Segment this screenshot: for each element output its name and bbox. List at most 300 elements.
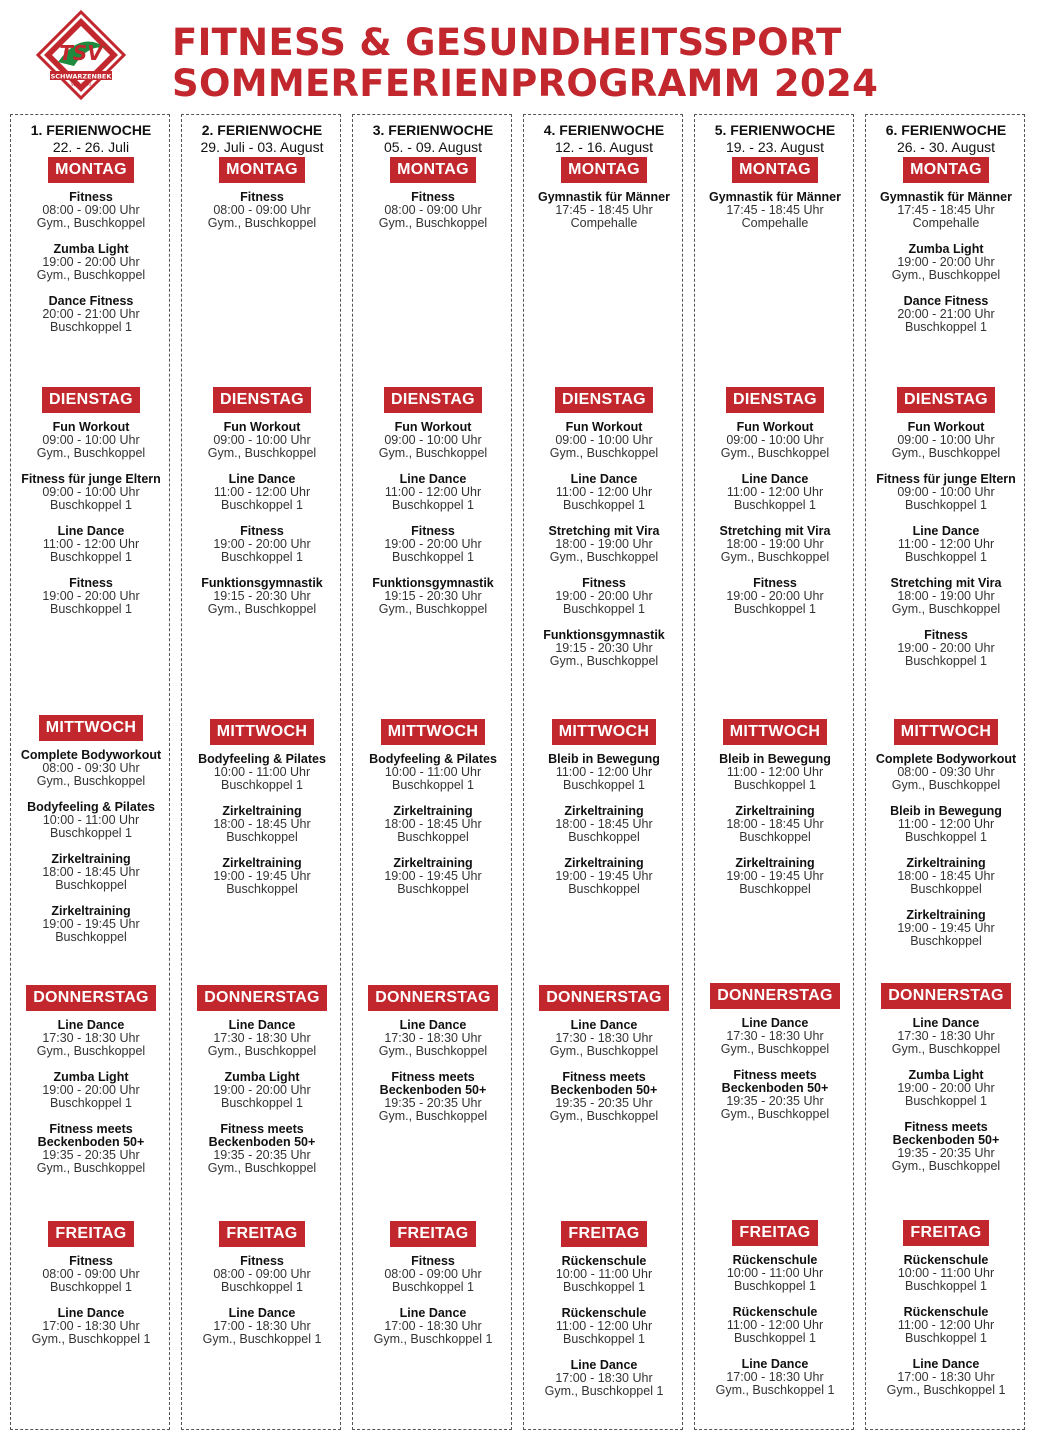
day-section bbox=[182, 719, 342, 909]
event-time: 09:00 - 10:00 Uhr bbox=[555, 433, 653, 447]
event-location: Buschkoppel 1 bbox=[49, 1280, 132, 1294]
week-header bbox=[866, 121, 1026, 155]
day-section bbox=[866, 719, 1026, 961]
event-item bbox=[695, 421, 855, 460]
event-name: Fitness meets Beckenboden 50+ bbox=[37, 1122, 145, 1149]
day-section bbox=[524, 1221, 684, 1411]
event-item bbox=[11, 243, 171, 282]
day-section bbox=[353, 387, 513, 629]
event-time: 18:00 - 18:45 Uhr bbox=[213, 817, 311, 831]
event-item bbox=[182, 421, 342, 460]
event-item bbox=[695, 577, 855, 616]
event-item bbox=[695, 1254, 855, 1293]
event-time: 18:00 - 19:00 Uhr bbox=[555, 537, 653, 551]
event-time: 11:00 - 12:00 Uhr bbox=[897, 817, 995, 831]
event-location: Buschkoppel 1 bbox=[562, 602, 645, 616]
event-location: Gym., Buschkoppel bbox=[207, 446, 317, 460]
event-time: 10:00 - 11:00 Uhr bbox=[555, 1267, 653, 1281]
event-time: 11:00 - 12:00 Uhr bbox=[213, 485, 311, 499]
event-name: Bodyfeeling & Pilates bbox=[27, 800, 155, 814]
event-item bbox=[353, 1071, 513, 1123]
event-item bbox=[524, 191, 684, 230]
event-name: Stretching mit Vira bbox=[548, 524, 660, 538]
event-item bbox=[695, 753, 855, 792]
event-time: 19:15 - 20:30 Uhr bbox=[555, 641, 653, 655]
event-location: Gym., Buschkoppel bbox=[549, 1044, 659, 1058]
event-item bbox=[695, 857, 855, 896]
event-list bbox=[182, 1255, 342, 1346]
day-section bbox=[695, 157, 855, 243]
event-name: Fitness bbox=[753, 576, 797, 590]
event-name: Fitness bbox=[411, 1254, 455, 1268]
event-location: Buschkoppel 1 bbox=[391, 550, 474, 564]
event-time: 17:30 - 18:30 Uhr bbox=[42, 1031, 140, 1045]
event-time: 08:00 - 09:00 Uhr bbox=[384, 203, 482, 217]
event-time: 17:30 - 18:30 Uhr bbox=[897, 1029, 995, 1043]
event-time: 19:00 - 20:00 Uhr bbox=[897, 1081, 995, 1095]
event-list bbox=[11, 421, 171, 616]
event-location: Gym., Buschkoppel bbox=[36, 446, 146, 460]
event-name: Complete Bodyworkout bbox=[20, 748, 162, 762]
event-list bbox=[524, 1019, 684, 1123]
week-title: 5. FERIENWOCHE bbox=[714, 122, 836, 138]
event-time: 17:00 - 18:30 Uhr bbox=[555, 1371, 653, 1385]
event-location: Buschkoppel 1 bbox=[733, 1279, 816, 1293]
event-location: Gym., Buschkoppel bbox=[207, 602, 317, 616]
event-name: Fun Workout bbox=[565, 420, 643, 434]
day-section bbox=[866, 157, 1026, 347]
event-location: Gym., Buschkoppel bbox=[891, 602, 1001, 616]
event-time: 11:00 - 12:00 Uhr bbox=[726, 765, 824, 779]
event-name: Zumba Light bbox=[908, 242, 984, 256]
event-item bbox=[11, 473, 171, 512]
day-section bbox=[353, 719, 513, 909]
event-item bbox=[866, 1069, 1026, 1108]
event-item bbox=[866, 525, 1026, 564]
week-header bbox=[182, 121, 342, 155]
event-time: 09:00 - 10:00 Uhr bbox=[726, 433, 824, 447]
event-item bbox=[353, 421, 513, 460]
day-section bbox=[695, 719, 855, 909]
week-column bbox=[694, 114, 854, 1430]
event-name: Line Dance bbox=[228, 472, 296, 486]
event-location: Compehalle bbox=[912, 216, 980, 230]
event-item bbox=[353, 857, 513, 896]
event-item bbox=[11, 1123, 171, 1175]
event-item bbox=[11, 1255, 171, 1294]
event-name: Fitness bbox=[240, 524, 284, 538]
event-list bbox=[866, 1254, 1026, 1397]
event-location: Buschkoppel bbox=[226, 830, 298, 844]
event-name: Line Dance bbox=[570, 472, 638, 486]
week-header bbox=[353, 121, 513, 155]
event-time: 19:00 - 19:45 Uhr bbox=[897, 921, 995, 935]
event-name: Line Dance bbox=[570, 1358, 638, 1372]
day-section bbox=[524, 157, 684, 243]
day-section bbox=[695, 983, 855, 1134]
event-time: 11:00 - 12:00 Uhr bbox=[726, 1318, 824, 1332]
event-location: Buschkoppel bbox=[739, 830, 811, 844]
event-name: Bodyfeeling & Pilates bbox=[198, 752, 326, 766]
event-time: 08:00 - 09:30 Uhr bbox=[42, 761, 140, 775]
event-item bbox=[11, 749, 171, 788]
day-badge: DONNERSTAG bbox=[881, 983, 1011, 1009]
event-name: Line Dance bbox=[228, 1306, 296, 1320]
event-location: Buschkoppel 1 bbox=[220, 1280, 303, 1294]
event-name: Line Dance bbox=[570, 1018, 638, 1032]
event-name: Fitness meets Beckenboden 50+ bbox=[208, 1122, 316, 1149]
event-item bbox=[866, 191, 1026, 230]
event-name: Fun Workout bbox=[907, 420, 985, 434]
event-location: Buschkoppel 1 bbox=[562, 778, 645, 792]
week-dates: 05. - 09. August bbox=[383, 139, 483, 155]
event-location: Gym., Buschkoppel 1 bbox=[886, 1383, 1006, 1397]
event-item bbox=[353, 1255, 513, 1294]
event-location: Buschkoppel 1 bbox=[49, 320, 132, 334]
event-list bbox=[695, 191, 855, 230]
event-name: Line Dance bbox=[741, 1357, 809, 1371]
week-title: 1. FERIENWOCHE bbox=[30, 122, 152, 138]
event-item bbox=[353, 191, 513, 230]
event-location: Buschkoppel bbox=[568, 882, 640, 896]
event-name: Zirkeltraining bbox=[735, 804, 815, 818]
event-time: 10:00 - 11:00 Uhr bbox=[42, 813, 140, 827]
week-title: 3. FERIENWOCHE bbox=[372, 122, 494, 138]
event-name: Line Dance bbox=[741, 1016, 809, 1030]
event-list bbox=[524, 421, 684, 668]
day-badge: MONTAG bbox=[903, 157, 989, 183]
event-name: Zirkeltraining bbox=[906, 856, 986, 870]
event-time: 19:00 - 20:00 Uhr bbox=[384, 537, 482, 551]
day-section bbox=[11, 1221, 171, 1359]
event-time: 19:00 - 20:00 Uhr bbox=[555, 589, 653, 603]
event-name: Stretching mit Vira bbox=[719, 524, 831, 538]
event-name: Zirkeltraining bbox=[564, 804, 644, 818]
event-item bbox=[866, 1254, 1026, 1293]
event-location: Buschkoppel 1 bbox=[49, 550, 132, 564]
day-section bbox=[866, 1220, 1026, 1410]
event-location: Buschkoppel 1 bbox=[220, 778, 303, 792]
event-item bbox=[353, 1019, 513, 1058]
event-location: Buschkoppel 1 bbox=[904, 1279, 987, 1293]
event-time: 09:00 - 10:00 Uhr bbox=[897, 485, 995, 499]
event-location: Buschkoppel bbox=[568, 830, 640, 844]
event-item bbox=[524, 805, 684, 844]
event-item bbox=[182, 473, 342, 512]
week-header bbox=[695, 121, 855, 155]
event-item bbox=[524, 473, 684, 512]
event-name: Complete Bodyworkout bbox=[875, 752, 1017, 766]
event-item bbox=[353, 1307, 513, 1346]
event-time: 19:00 - 20:00 Uhr bbox=[42, 255, 140, 269]
event-location: Gym., Buschkoppel 1 bbox=[544, 1384, 664, 1398]
week-title: 4. FERIENWOCHE bbox=[543, 122, 665, 138]
event-item bbox=[695, 525, 855, 564]
event-item bbox=[11, 1019, 171, 1058]
event-name: Zirkeltraining bbox=[906, 908, 986, 922]
event-location: Gym., Buschkoppel bbox=[378, 1044, 488, 1058]
event-location: Gym., Buschkoppel bbox=[891, 1042, 1001, 1056]
event-item bbox=[353, 525, 513, 564]
event-name: Line Dance bbox=[57, 1018, 125, 1032]
event-item bbox=[524, 421, 684, 460]
event-list bbox=[353, 191, 513, 230]
event-name: Fitness bbox=[582, 576, 626, 590]
week-column bbox=[523, 114, 683, 1430]
event-item bbox=[182, 191, 342, 230]
event-item bbox=[182, 753, 342, 792]
event-item bbox=[695, 805, 855, 844]
event-list bbox=[353, 1019, 513, 1123]
event-list bbox=[353, 753, 513, 896]
event-item bbox=[11, 525, 171, 564]
event-location: Buschkoppel 1 bbox=[733, 1331, 816, 1345]
event-location: Buschkoppel 1 bbox=[220, 1096, 303, 1110]
logo-club-name: SCHWARZENBEK bbox=[50, 72, 112, 81]
day-badge: DIENSTAG bbox=[384, 387, 482, 413]
day-section bbox=[524, 387, 684, 681]
day-badge: FREITAG bbox=[732, 1220, 817, 1246]
event-list bbox=[11, 1255, 171, 1346]
event-name: Bleib in Bewegung bbox=[548, 752, 660, 766]
event-location: Gym., Buschkoppel bbox=[720, 550, 830, 564]
event-time: 19:00 - 19:45 Uhr bbox=[42, 917, 140, 931]
event-time: 19:15 - 20:30 Uhr bbox=[213, 589, 311, 603]
event-name: Gymnastik für Männer bbox=[880, 190, 1012, 204]
week-column bbox=[352, 114, 512, 1430]
event-item bbox=[182, 1255, 342, 1294]
event-list bbox=[182, 753, 342, 896]
event-time: 18:00 - 18:45 Uhr bbox=[897, 869, 995, 883]
event-time: 08:00 - 09:00 Uhr bbox=[213, 1267, 311, 1281]
event-item bbox=[11, 905, 171, 944]
event-location: Buschkoppel 1 bbox=[904, 320, 987, 334]
event-time: 08:00 - 09:00 Uhr bbox=[213, 203, 311, 217]
event-location: Gym., Buschkoppel bbox=[549, 654, 659, 668]
event-name: Fun Workout bbox=[394, 420, 472, 434]
week-title: 6. FERIENWOCHE bbox=[885, 122, 1007, 138]
event-time: 09:00 - 10:00 Uhr bbox=[213, 433, 311, 447]
event-time: 10:00 - 11:00 Uhr bbox=[213, 765, 311, 779]
event-item bbox=[11, 801, 171, 840]
event-time: 18:00 - 18:45 Uhr bbox=[42, 865, 140, 879]
event-time: 19:35 - 20:35 Uhr bbox=[384, 1096, 482, 1110]
event-name: Fitness bbox=[924, 628, 968, 642]
event-time: 19:00 - 20:00 Uhr bbox=[897, 255, 995, 269]
event-name: Zirkeltraining bbox=[735, 856, 815, 870]
event-item bbox=[182, 577, 342, 616]
event-list bbox=[11, 749, 171, 944]
event-name: Dance Fitness bbox=[903, 294, 989, 308]
event-item bbox=[866, 1017, 1026, 1056]
event-time: 18:00 - 19:00 Uhr bbox=[897, 589, 995, 603]
event-item bbox=[866, 473, 1026, 512]
event-name: Zumba Light bbox=[224, 1070, 300, 1084]
event-list bbox=[182, 1019, 342, 1175]
day-badge: DONNERSTAG bbox=[368, 985, 498, 1011]
week-dates: 26. - 30. August bbox=[896, 139, 996, 155]
event-name: Line Dance bbox=[912, 524, 980, 538]
event-list bbox=[866, 753, 1026, 948]
event-item bbox=[182, 1307, 342, 1346]
week-column bbox=[865, 114, 1025, 1430]
event-time: 08:00 - 09:00 Uhr bbox=[42, 203, 140, 217]
week-dates: 29. Juli - 03. August bbox=[200, 139, 324, 155]
week-dates: 19. - 23. August bbox=[725, 139, 825, 155]
event-item bbox=[866, 909, 1026, 948]
event-item bbox=[866, 421, 1026, 460]
event-location: Compehalle bbox=[570, 216, 638, 230]
logo-since: SEIT 1890 bbox=[70, 82, 92, 87]
event-time: 18:00 - 18:45 Uhr bbox=[726, 817, 824, 831]
event-location: Gym., Buschkoppel bbox=[207, 1161, 317, 1175]
event-item bbox=[11, 1071, 171, 1110]
event-time: 20:00 - 21:00 Uhr bbox=[42, 307, 140, 321]
title-line-1: FITNESS & GESUNDHEITSSPORT bbox=[172, 21, 842, 64]
event-name: Fitness bbox=[69, 190, 113, 204]
event-name: Zirkeltraining bbox=[564, 856, 644, 870]
event-name: Line Dance bbox=[228, 1018, 296, 1032]
day-badge: FREITAG bbox=[48, 1221, 133, 1247]
event-location: Gym., Buschkoppel bbox=[36, 216, 146, 230]
event-time: 19:00 - 19:45 Uhr bbox=[213, 869, 311, 883]
event-location: Buschkoppel bbox=[910, 882, 982, 896]
event-item bbox=[524, 525, 684, 564]
event-item bbox=[182, 857, 342, 896]
event-location: Buschkoppel 1 bbox=[49, 498, 132, 512]
page-title bbox=[172, 22, 1032, 104]
day-badge: MITTWOCH bbox=[723, 719, 827, 745]
event-name: Fitness bbox=[411, 190, 455, 204]
event-list bbox=[866, 421, 1026, 668]
event-item bbox=[695, 1358, 855, 1397]
event-location: Gym., Buschkoppel bbox=[720, 1107, 830, 1121]
event-item bbox=[182, 525, 342, 564]
day-badge: DONNERSTAG bbox=[710, 983, 840, 1009]
day-section bbox=[11, 387, 171, 629]
event-item bbox=[866, 295, 1026, 334]
event-location: Gym., Buschkoppel 1 bbox=[715, 1383, 835, 1397]
event-name: Fitness meets Beckenboden 50+ bbox=[379, 1070, 487, 1097]
event-name: Dance Fitness bbox=[48, 294, 134, 308]
event-location: Buschkoppel 1 bbox=[904, 830, 987, 844]
day-section bbox=[11, 985, 171, 1188]
event-time: 08:00 - 09:00 Uhr bbox=[384, 1267, 482, 1281]
week-header bbox=[11, 121, 171, 155]
week-column bbox=[10, 114, 170, 1430]
club-logo bbox=[36, 10, 126, 100]
event-name: Line Dance bbox=[912, 1357, 980, 1371]
event-time: 19:00 - 20:00 Uhr bbox=[213, 1083, 311, 1097]
event-list bbox=[182, 421, 342, 616]
event-name: Line Dance bbox=[912, 1016, 980, 1030]
event-name: Bleib in Bewegung bbox=[890, 804, 1002, 818]
event-item bbox=[695, 1069, 855, 1121]
event-item bbox=[866, 243, 1026, 282]
event-time: 19:00 - 20:00 Uhr bbox=[42, 1083, 140, 1097]
event-location: Gym., Buschkoppel bbox=[720, 446, 830, 460]
event-item bbox=[524, 1307, 684, 1346]
event-location: Buschkoppel 1 bbox=[391, 498, 474, 512]
event-location: Buschkoppel 1 bbox=[49, 826, 132, 840]
day-section bbox=[695, 1220, 855, 1410]
event-location: Gym., Buschkoppel bbox=[549, 446, 659, 460]
event-location: Buschkoppel 1 bbox=[904, 1331, 987, 1345]
event-item bbox=[866, 629, 1026, 668]
event-time: 17:30 - 18:30 Uhr bbox=[213, 1031, 311, 1045]
event-name: Line Dance bbox=[399, 472, 467, 486]
event-name: Zirkeltraining bbox=[51, 852, 131, 866]
event-item bbox=[182, 1071, 342, 1110]
day-section bbox=[866, 983, 1026, 1186]
event-time: 19:35 - 20:35 Uhr bbox=[42, 1148, 140, 1162]
event-item bbox=[11, 421, 171, 460]
event-time: 19:00 - 19:45 Uhr bbox=[555, 869, 653, 883]
event-time: 17:00 - 18:30 Uhr bbox=[213, 1319, 311, 1333]
event-name: Rückenschule bbox=[732, 1305, 818, 1319]
event-list bbox=[524, 753, 684, 896]
event-location: Buschkoppel 1 bbox=[49, 1096, 132, 1110]
day-badge: MITTWOCH bbox=[381, 719, 485, 745]
event-name: Gymnastik für Männer bbox=[709, 190, 841, 204]
event-location: Buschkoppel 1 bbox=[220, 498, 303, 512]
event-location: Buschkoppel bbox=[910, 934, 982, 948]
event-item bbox=[182, 1019, 342, 1058]
event-time: 19:00 - 20:00 Uhr bbox=[897, 641, 995, 655]
event-location: Gym., Buschkoppel bbox=[36, 774, 146, 788]
event-time: 17:30 - 18:30 Uhr bbox=[555, 1031, 653, 1045]
event-name: Zirkeltraining bbox=[51, 904, 131, 918]
event-name: Line Dance bbox=[399, 1018, 467, 1032]
day-badge: MONTAG bbox=[219, 157, 305, 183]
event-name: Fun Workout bbox=[736, 420, 814, 434]
day-badge: DIENSTAG bbox=[42, 387, 140, 413]
event-name: Fitness bbox=[411, 524, 455, 538]
event-time: 10:00 - 11:00 Uhr bbox=[726, 1266, 824, 1280]
week-header bbox=[524, 121, 684, 155]
event-location: Buschkoppel 1 bbox=[562, 1280, 645, 1294]
day-section bbox=[182, 1221, 342, 1359]
day-badge: MITTWOCH bbox=[39, 715, 143, 741]
event-time: 17:45 - 18:45 Uhr bbox=[726, 203, 824, 217]
event-name: Line Dance bbox=[741, 472, 809, 486]
event-name: Fun Workout bbox=[223, 420, 301, 434]
event-list bbox=[524, 191, 684, 230]
event-name: Rückenschule bbox=[903, 1253, 989, 1267]
event-location: Buschkoppel 1 bbox=[733, 778, 816, 792]
event-location: Buschkoppel bbox=[55, 930, 127, 944]
event-name: Fitness meets Beckenboden 50+ bbox=[721, 1068, 829, 1095]
event-time: 19:35 - 20:35 Uhr bbox=[213, 1148, 311, 1162]
event-item bbox=[866, 805, 1026, 844]
event-location: Gym., Buschkoppel bbox=[207, 1044, 317, 1058]
event-time: 17:30 - 18:30 Uhr bbox=[726, 1029, 824, 1043]
event-list bbox=[11, 191, 171, 334]
event-item bbox=[353, 753, 513, 792]
event-item bbox=[11, 853, 171, 892]
day-badge: DIENSTAG bbox=[897, 387, 995, 413]
event-list bbox=[866, 1017, 1026, 1173]
event-location: Gym., Buschkoppel bbox=[378, 602, 488, 616]
event-location: Buschkoppel bbox=[55, 878, 127, 892]
event-name: Funktionsgymnastik bbox=[543, 628, 665, 642]
event-name: Funktionsgymnastik bbox=[372, 576, 494, 590]
day-badge: MITTWOCH bbox=[210, 719, 314, 745]
day-section bbox=[182, 387, 342, 629]
event-list bbox=[353, 1255, 513, 1346]
day-badge: DONNERSTAG bbox=[197, 985, 327, 1011]
day-badge: FREITAG bbox=[561, 1221, 646, 1247]
